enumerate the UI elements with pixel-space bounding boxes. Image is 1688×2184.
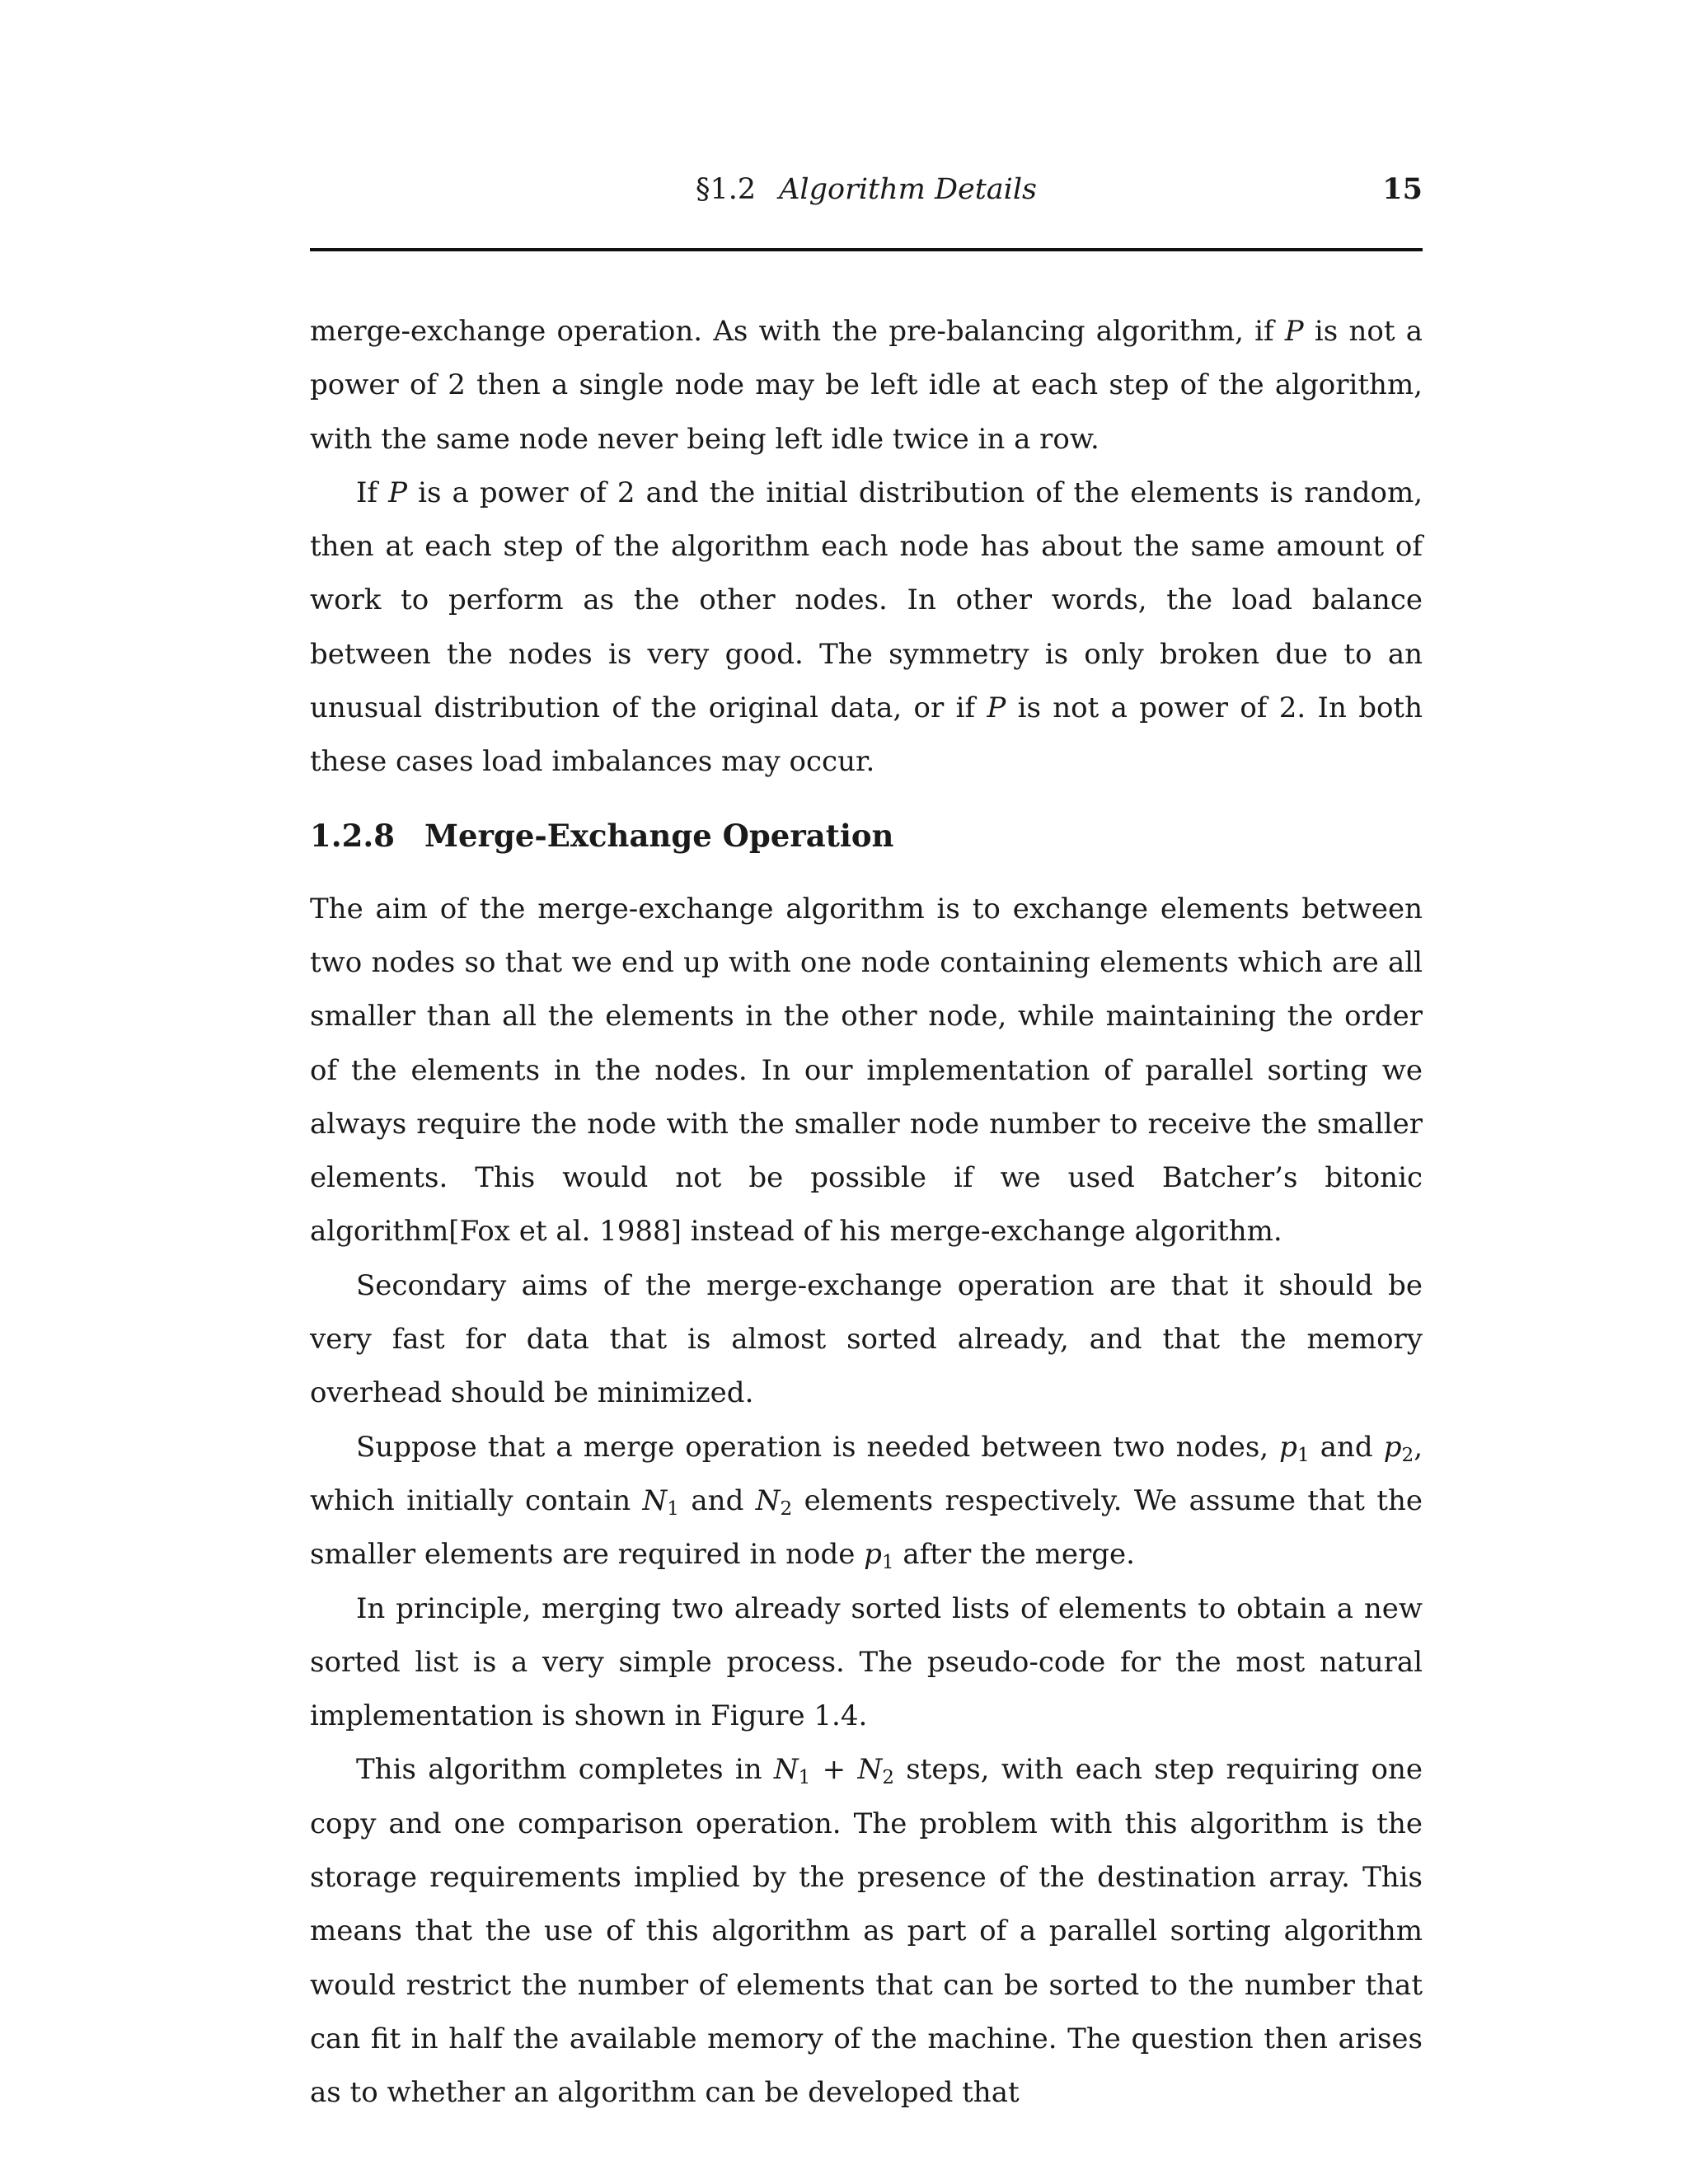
math-subscript: 1 xyxy=(881,1552,894,1573)
running-header-title xyxy=(310,169,1423,210)
text-run: after the merge. xyxy=(893,1538,1135,1572)
text-run: is a power of 2 and the initial distribution of the elements is random, then at each step of the algorithm each node has about the same amount of work to perform as the other nodes. In other words, the load balance between the nodes is very good. The symmetry is only broken due to an unusual distribution of the original data, or if xyxy=(310,476,1423,725)
math-subscript: 2 xyxy=(780,1497,793,1520)
paragraph-aim: The aim of the merge-exchange algorithm is to exchange elements between two nodes so that we end up with one node containing elements which are all smaller than all the elements in the other node, while maintaining the order of the elements in the nodes. In our implementation of parallel sorting we always require the node with the smaller node number to receive the smaller elements. This would not be possible if we used Batcher’s bitonic algorithm[Fox et al. 1988] instead of his merge-exchange algorithm. xyxy=(310,892,1423,1249)
section-number: 1.2.8 xyxy=(310,817,395,854)
math-variable: N xyxy=(755,1483,781,1517)
math-variable: P xyxy=(388,476,408,509)
math-variable: P xyxy=(1284,315,1304,348)
text-run: is not a power of 2 then a single node may be left idle at each step of the algorithm, with the same node never being left idle twice in a row. xyxy=(310,315,1423,456)
header-section-title: Algorithm Details xyxy=(779,173,1038,206)
text-run: Suppose that a merge operation is needed between two nodes, xyxy=(356,1430,1280,1464)
math-subscript: 2 xyxy=(1401,1444,1414,1466)
header-rule xyxy=(310,248,1423,251)
running-header xyxy=(310,169,1423,210)
math-variable: P xyxy=(987,691,1006,725)
paragraph-secondary-aims: Secondary aims of the merge-exchange operation are that it should be very fast for data that is almost sorted already, and that the memory overhead should be minimized. xyxy=(310,1268,1423,1410)
text-run: If xyxy=(356,476,389,509)
text-run: and xyxy=(1309,1430,1384,1464)
text-run: and xyxy=(679,1483,756,1517)
text-run: steps, with each step requiring one copy and one comparison operation. The problem with this algorithm is the storage requirements implied by the presence of the destination array. This means that the use of this algorithm as part of a parallel sorting algorithm would restrict the number of elements that can be sorted to the number that can fit in half the available memory of the machine. The question then arises as to whether an algorithm can be developed that xyxy=(310,1753,1423,2110)
text-run: merge-exchange operation. As with the pre-balancing algorithm, if xyxy=(310,315,1285,348)
section-title: Merge-Exchange Operation xyxy=(424,817,894,854)
text-run: , which initially contain xyxy=(310,1430,1423,1517)
math-operator: + xyxy=(810,1753,858,1787)
math-subscript: 2 xyxy=(882,1767,894,1789)
paragraph-load-balance xyxy=(310,466,1423,790)
paragraph-algorithm-completes xyxy=(310,1743,1423,2120)
math-variable: N xyxy=(857,1753,883,1787)
page-number: 15 xyxy=(1382,172,1423,206)
text-run: is not a power of 2. In both these cases load imbalances may occur. xyxy=(310,691,1423,779)
text-run: This algorithm completes in xyxy=(356,1753,774,1787)
paragraph-in-principle: In principle, merging two already sorted lists of elements to obtain a new sorted list is a very simple process. The pseudo-code for the most natural implementation is shown in Figure 1.4. xyxy=(310,1591,1423,1733)
math-variable: p xyxy=(1279,1430,1297,1464)
math-variable: p xyxy=(864,1538,882,1572)
math-subscript: 1 xyxy=(798,1767,811,1789)
math-variable: N xyxy=(642,1483,668,1517)
math-subscript: 1 xyxy=(1296,1444,1310,1466)
math-variable: p xyxy=(1383,1430,1402,1464)
math-subscript: 1 xyxy=(667,1497,679,1520)
text-run: elements respectively. We assume that the smaller elements are required in node xyxy=(310,1483,1423,1572)
math-variable: N xyxy=(773,1753,799,1787)
header-section-number: §1.2 xyxy=(695,173,757,206)
paragraph-continuation xyxy=(310,305,1423,466)
section-heading xyxy=(310,807,1423,865)
paragraph-suppose xyxy=(310,1421,1423,1582)
page-body xyxy=(310,305,1423,2121)
